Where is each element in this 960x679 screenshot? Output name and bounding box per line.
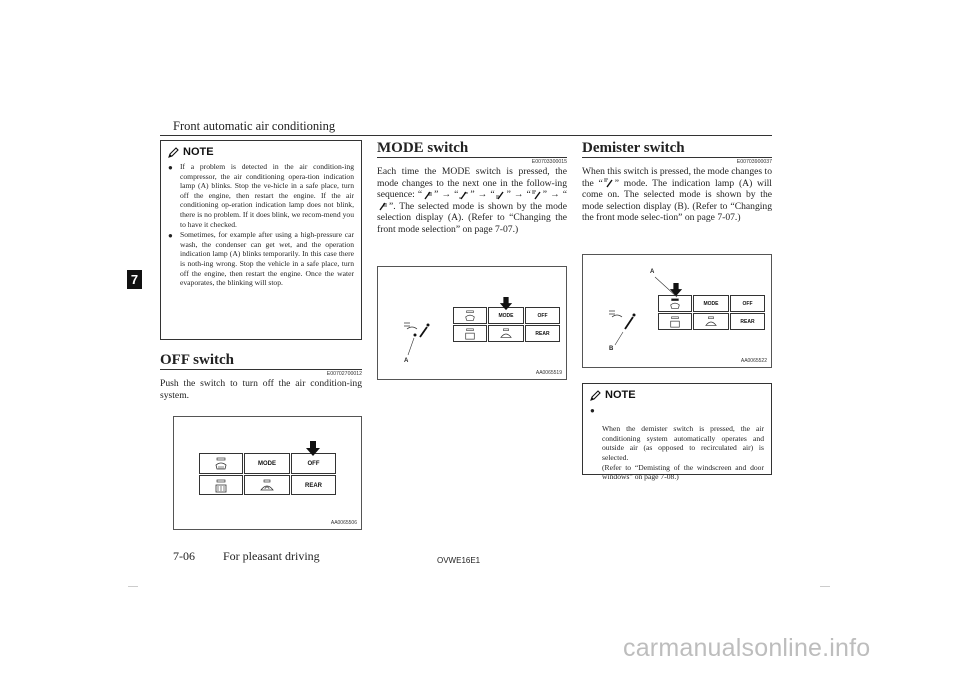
section-rule [582, 157, 772, 158]
off-button[interactable]: OFF [291, 453, 336, 474]
demister-switch-figure [582, 254, 772, 368]
mode-switch-title: MODE switch [377, 140, 469, 156]
note-header [589, 387, 771, 403]
callout-line [653, 273, 683, 303]
recirculation-key [488, 325, 524, 342]
recirculation-icon [704, 316, 718, 328]
arrow-down-icon [305, 441, 321, 457]
rear-button: REAR [291, 475, 336, 495]
note-bullet-text: If a problem is detected in the air condition-ing compressor, the air conditioning opera-tion indication lamp (A) blinks. Stop the ve-hicle in a safe place, turn off the engine, then restart the engine. If the air conditioning op-eration indication lamp does not blink, there is no problem. If it does blink, we recom-mend you to have it checked. [180, 162, 354, 229]
watermark: carmanualsonline.info [623, 634, 871, 662]
bullet-dot: ● [168, 231, 173, 241]
quote: “ [562, 189, 568, 200]
mode-switch-figure [377, 266, 567, 380]
defroster-icon [214, 457, 228, 471]
figure-id: AA0065519 [535, 370, 562, 376]
foot-mode-icon [495, 190, 507, 200]
mode-button[interactable]: MODE [693, 295, 729, 312]
callout-a: A [404, 358, 409, 364]
quote: “ [417, 189, 423, 200]
document-code: OVWE16E1 [437, 556, 481, 565]
rear-button: REAR [730, 313, 765, 330]
section-code: E00702700012 [326, 371, 362, 377]
note-label: NOTE [605, 389, 636, 401]
note-bullet [590, 405, 764, 482]
rear-defogger-key [453, 325, 487, 342]
bullet-dot: ● [590, 406, 595, 415]
header-rule [160, 135, 772, 136]
defroster-key [199, 453, 243, 474]
arrow-down-icon [499, 297, 513, 311]
mode-text-b: . The selected mode is shown by the mode selection display (A). (Refer to “Changing the front mode selection” on page 7-07.) [377, 200, 567, 235]
off-switch-figure [173, 416, 362, 530]
quote: ” [506, 189, 511, 200]
crop-mark [128, 586, 138, 587]
rear-defogger-key [658, 313, 692, 330]
demister-text-a: When this switch is pressed, the mode changes to the “ [582, 166, 772, 189]
quote: ” [470, 189, 475, 200]
demister-switch-title: Demister switch [582, 140, 685, 156]
callout-a: A [650, 269, 655, 275]
mode-button[interactable]: MODE [244, 453, 290, 474]
defroster-key [453, 307, 487, 324]
rear-defogger-key [199, 475, 243, 495]
face-mode-icon [377, 201, 389, 211]
face-mode-icon [422, 190, 434, 200]
mode-button[interactable]: MODE [488, 307, 524, 324]
mode-display-icon [603, 307, 643, 351]
section-code: E00703900037 [736, 159, 772, 165]
note-header [167, 144, 361, 160]
callout-b: B [609, 346, 614, 352]
note-box-left [160, 140, 362, 340]
rear-defogger-icon [669, 316, 681, 328]
demister-switch-text [582, 166, 772, 224]
note-bullet-text: When the demister switch is pressed, the air conditioning system automatically operates and outside air (as opposed to recirculated air) is selected. (Refer to “Demisting of the windscreen and door windows” on page 7-08.) [602, 424, 764, 482]
arrow-text: → [513, 189, 524, 200]
rear-defogger-icon [214, 479, 228, 493]
note-label: NOTE [183, 146, 214, 158]
demister-text-b: ” mode. The indication lamp (A) will come on. The selected mode is shown by the mode selection display (B). (Refer to “Changing the front mode selec-tion” on page 7-07.) [582, 177, 772, 223]
section-rule [377, 157, 567, 158]
crop-mark [820, 586, 830, 587]
quote: “ [454, 189, 459, 200]
pencil-icon [167, 146, 180, 159]
section-rule [160, 369, 362, 370]
recirculation-icon [499, 328, 513, 340]
note-bullet [168, 230, 354, 288]
rear-button: REAR [525, 325, 560, 342]
quote: ” [434, 189, 439, 200]
note-bullet-text: Sometimes, for example after using a high-pressure car wash, the condenser can get wet, and the operation indication lamp (A) blinks temporarily. In this case there is noth-ing wrong. Stop the vehicle in a safe place, turn off the engine, then restart the engine. Once the water evaporates, the blinking will stop. [180, 230, 354, 288]
section-code: E00703300015 [531, 159, 567, 165]
off-switch-text: Push the switch to turn off the air condition-ing system. [160, 378, 362, 401]
bi-level-mode-icon [458, 190, 470, 200]
section-tab: 7 [127, 270, 142, 289]
note-box-right [582, 383, 772, 482]
quote: “ [526, 189, 531, 200]
quote: ” [389, 200, 394, 212]
pencil-icon [589, 389, 602, 402]
recirculation-icon [259, 479, 275, 493]
page-header-title: Front automatic air conditioning [173, 119, 336, 133]
off-switch-title: OFF switch [160, 352, 235, 368]
off-button[interactable]: OFF [525, 307, 560, 324]
note-bullet [168, 162, 354, 229]
arrow-text: → [441, 189, 452, 200]
recirculation-key [693, 313, 729, 330]
defroster-mode-icon [603, 178, 615, 188]
recirculation-key [244, 475, 290, 495]
defroster-icon [464, 310, 476, 322]
figure-id: AA0065506 [330, 520, 357, 526]
footer-section: For pleasant driving [223, 549, 320, 563]
quote: ” [542, 189, 548, 200]
off-button[interactable]: OFF [730, 295, 765, 312]
mode-text-a: Each time the MODE switch is pressed, the mode changes to the next one in the follow-ing sequence: [377, 166, 567, 200]
arrow-text: → [550, 189, 560, 200]
page-number: 7-06 [173, 549, 195, 563]
mode-display-icon [398, 319, 438, 359]
mode-switch-text [377, 166, 567, 235]
arrow-text: → [477, 189, 488, 200]
foot-defroster-mode-icon [531, 190, 543, 200]
figure-id: AA0065522 [740, 358, 767, 364]
quote: “ [490, 189, 495, 200]
bullet-dot: ● [168, 163, 173, 172]
rear-defogger-icon [464, 328, 476, 340]
